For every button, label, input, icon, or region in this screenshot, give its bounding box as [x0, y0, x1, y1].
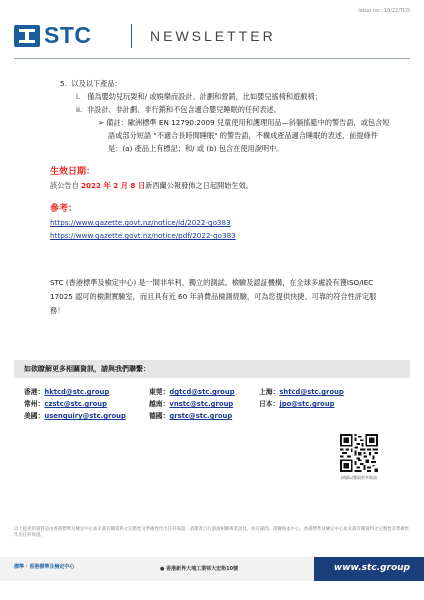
effective-date-heading: 生效日期：	[50, 167, 96, 177]
footer-logo: 標準 · 香港標準及檢定中心	[14, 564, 75, 570]
about-paragraph: STC (香港標準及檢定中心) 是一間非牟利、獨立的測試、檢驗及認証機構，在全球多處設有獲ISO/IEC 17025 認可的檢測實驗室，而且具有近 60 年消費品檢測經驗，可為您提供快捷、可靠的符合性評定服務！	[50, 278, 377, 315]
contact-grid	[14, 378, 410, 438]
contact-email[interactable]: dgtcd@stc.group	[169, 388, 235, 396]
contact-label: 香港：	[24, 388, 45, 396]
effective-suffix: 新西蘭公報發佈之日起開始生效。	[145, 181, 253, 190]
footer-address-text: 香港新界大埔工業邨大宏街10號	[166, 566, 239, 572]
note-paragraph: ➢ 備註：歐洲標準 EN 12790:2009 兒童使用和護理用品—斜躺搖籃中的警告語，或包含短語或部分短語 "不適合長時間睡眠" 的警告語，不構成產品適合睡眠的表述，前提條件是：(a) 產品上有標記；和/ 或 (b) 包含在使用說明中。	[98, 118, 390, 153]
logo-glyph-icon	[18, 28, 36, 44]
contact-email[interactable]: czstc@stc.group	[44, 400, 107, 408]
effective-date-paragraph	[50, 179, 390, 192]
qr-code-icon[interactable]	[340, 434, 378, 472]
newsletter-title: NEWSLETTER	[150, 28, 276, 44]
effective-prefix: 該公告自	[50, 181, 82, 190]
contact-germany	[149, 410, 232, 420]
location-pin-icon: ●	[160, 566, 165, 572]
footer-address	[160, 565, 238, 572]
contact-usa	[24, 410, 126, 420]
header-rule	[14, 58, 410, 59]
effective-date: 2022 年 2 月 8 日	[81, 181, 146, 190]
contact-hongkong	[24, 386, 109, 396]
contact-label: 越南：	[149, 400, 170, 408]
logo-text: STC	[44, 22, 92, 48]
logo-mark-icon	[14, 25, 40, 47]
contact-email[interactable]: vnstc@stc.group	[169, 400, 234, 408]
qr-caption: 掃描以獲取更多資訊	[341, 475, 377, 480]
contact-email[interactable]: shtcd@stc.group	[279, 388, 344, 396]
contact-email[interactable]: hktcd@stc.group	[44, 388, 110, 396]
contact-label: 日本：	[259, 400, 280, 408]
contact-email[interactable]: usenquiry@stc.group	[44, 412, 126, 420]
list-item-5: 5. 以及以下產品：	[60, 79, 122, 88]
list-item-i: i. 僅為嬰幼兒玩耍和/ 或娛樂而設計、計劃和營銷，比如嬰兒搖椅和遊戲椅；	[76, 92, 322, 101]
contact-dongguan	[149, 386, 235, 396]
contact-changzhou	[24, 398, 107, 408]
contact-label: 美國：	[24, 412, 45, 420]
contact-email[interactable]: grstc@stc.group	[169, 412, 233, 420]
reference-link-id[interactable]: https://www.gazette.govt.nz/notice/id/2022-go383	[50, 218, 231, 227]
main-content	[50, 77, 390, 318]
header-divider	[131, 24, 132, 48]
footer-website-link[interactable]: www.stc.group	[333, 563, 410, 573]
contact-shanghai	[259, 386, 344, 396]
issue-number: Issue no.: 10/22/TCD	[358, 8, 410, 14]
contact-email[interactable]: jpo@stc.group	[279, 400, 335, 408]
contact-section	[14, 360, 410, 438]
contact-japan	[259, 398, 335, 408]
footer	[0, 557, 424, 600]
reference-heading: 參考：	[50, 204, 78, 214]
list-item-ii: ii. 非設計、非計劃、非行銷和不包含適合嬰兒睡眠的任何表述。	[76, 105, 281, 114]
contact-label: 東莞：	[149, 388, 170, 396]
contact-vietnam	[149, 398, 233, 408]
contact-label: 常州：	[24, 400, 45, 408]
contact-heading: 如欲瞭解更多相關資訊，請與我們聯繫：	[14, 360, 410, 378]
footnote: 以上提供的資料是由香港標準及檢定中心並未就有關資料之完整性及準確性作出任何保證，請讀者自行諮詢相關專業意見。如有疑問，請聯絡本中心。香港標準及檢定中心並未就有關資料之完整性及準確性作出任何保證。	[14, 527, 410, 538]
stc-logo	[14, 22, 92, 49]
contact-label: 德國：	[149, 412, 170, 420]
reference-link-pdf[interactable]: https://www.gazette.govt.nz/notice/pdf/2022-go383	[50, 231, 236, 240]
contact-label: 上海：	[259, 388, 280, 396]
